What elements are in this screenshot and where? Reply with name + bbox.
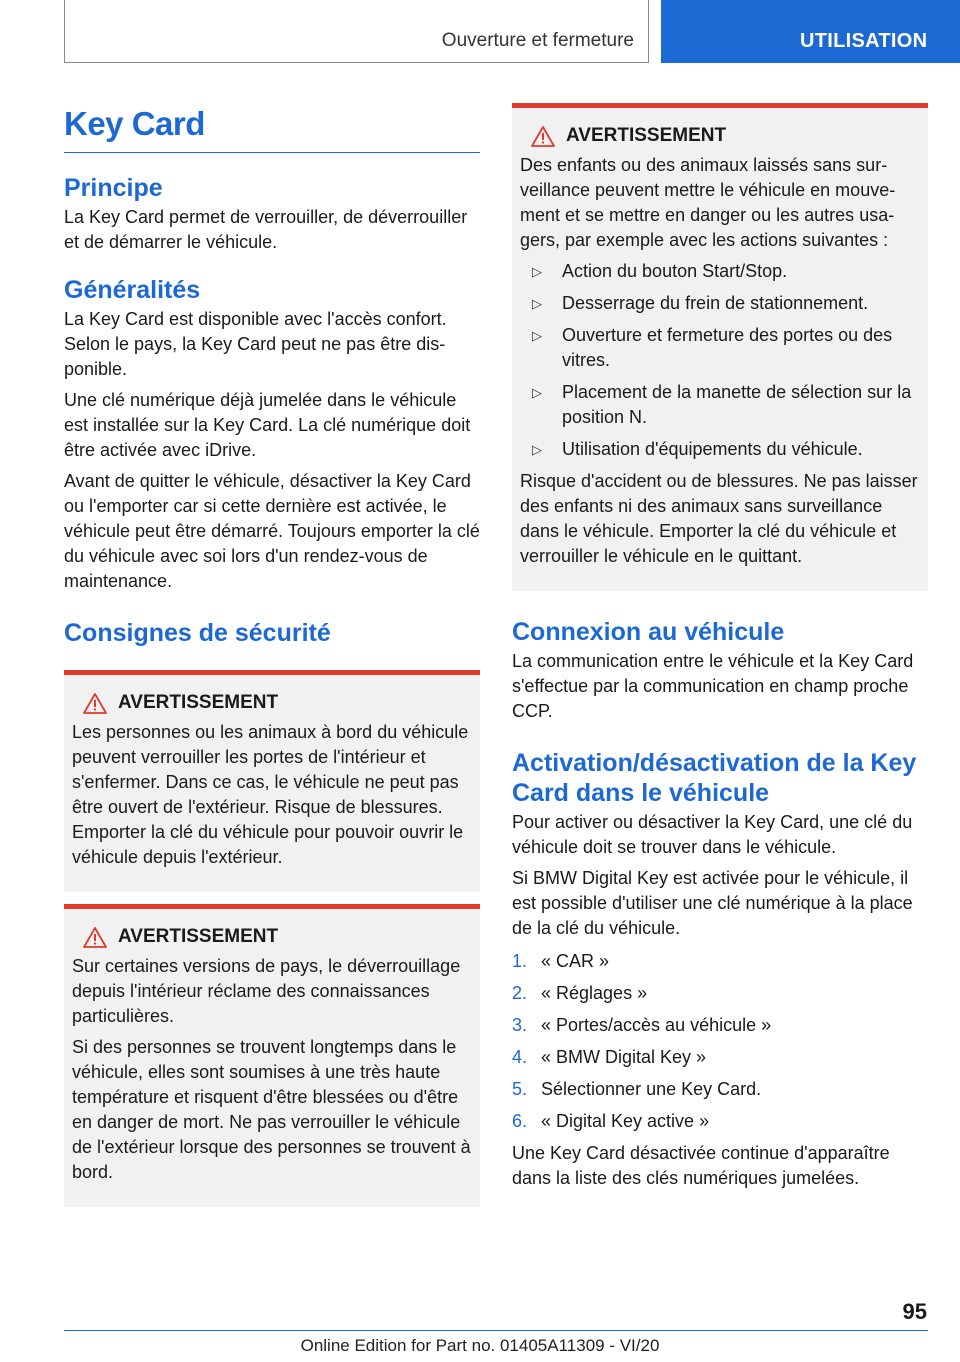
step-number: 1. <box>512 951 528 971</box>
step-text: « Digital Key active » <box>541 1111 710 1131</box>
step-text: « BMW Digital Key » <box>541 1047 707 1067</box>
step-item <box>512 1013 928 1038</box>
right-column <box>512 103 928 1191</box>
activation-closing: Une Key Card désactivée continue d'apparaître dans la liste des clés numériques jumelées. <box>512 1143 890 1188</box>
header-section-box <box>64 0 649 63</box>
warning-text: Les personnes ou les animaux à bord du véhicule peuvent verrouiller les portes de l'intérieur et s'enfermer. Dans ce cas, le véhicule ne peut pas être ouvert de l'extérieur. Risque de blessures. Emporter la clé du véhicule pour pouvoir ouvrir le véhicule depuis l'extérieur. <box>72 722 469 867</box>
footer-edition: Online Edition for Part no. 01405A11309 - VI/20 <box>300 1336 660 1355</box>
list-item <box>520 291 920 316</box>
section-title: Ouverture et fermeture <box>441 30 634 51</box>
warning-header <box>72 923 472 951</box>
warning-intro: Des enfants ou des animaux laissés sans surveillance peuvent mettre le véhicule en mouvement et se mettre en danger ou les autres usagers, par exemple avec les actions suivantes : <box>520 155 896 250</box>
activation-paragraph-2: Si BMW Digital Key est activée pour le véhicule, il est possible d'utiliser une clé numérique à la place de la clé du véhicule. <box>512 868 913 938</box>
warning-header <box>520 122 920 150</box>
step-number: 6. <box>512 1111 528 1131</box>
warning-header <box>72 689 472 717</box>
step-number: 2. <box>512 983 528 1003</box>
list-item-text: Ouverture et fermeture des portes ou des vitres. <box>562 325 893 370</box>
list-item <box>520 380 920 430</box>
heading-principe: Principe <box>64 174 163 202</box>
warning-title: AVERTISSEMENT <box>118 926 279 947</box>
page-title: Key Card <box>64 100 480 153</box>
warning-box-3 <box>512 103 928 591</box>
footer-divider <box>64 1330 928 1331</box>
heading-connexion: Connexion au véhicule <box>512 618 785 646</box>
chapter-title: UTILISATION <box>800 30 928 52</box>
step-number: 3. <box>512 1015 528 1035</box>
warning-box-1 <box>64 670 480 892</box>
warning-triangle-icon <box>520 126 566 147</box>
step-item <box>512 1077 928 1102</box>
step-text: Sélectionner une Key Card. <box>541 1079 762 1099</box>
warning-bullet-list <box>520 259 920 462</box>
step-number: 4. <box>512 1047 528 1067</box>
step-number: 5. <box>512 1079 528 1099</box>
page-number: 95 <box>902 1299 927 1324</box>
step-text: « CAR » <box>541 951 610 971</box>
generalites-paragraph-3: Avant de quitter le véhicule, désactiver la Key Card ou l'emporter car si cette dernière est activée, le véhicule peut être démarré. Toujours emporter la clé du véhicule avec soi lors d'un rendez-vous de maintenance. <box>64 471 480 591</box>
heading-consignes: Consignes de sécurité <box>64 619 331 647</box>
list-item-text: Action du bouton Start/Stop. <box>562 261 788 281</box>
step-item <box>512 1045 928 1070</box>
heading-generalites: Généralités <box>64 276 201 304</box>
step-item <box>512 949 928 974</box>
warning-title: AVERTISSEMENT <box>566 125 727 146</box>
warning-triangle-icon <box>72 927 118 948</box>
step-text: « Portes/accès au véhicule » <box>541 1015 772 1035</box>
list-item-text: Utilisation d'équipements du véhicule. <box>562 439 863 459</box>
step-item <box>512 1109 928 1134</box>
list-item-text: Desserrage du frein de stationnement. <box>562 293 869 313</box>
warning-box-2 <box>64 904 480 1207</box>
step-text: « Réglages » <box>541 983 648 1003</box>
step-item <box>512 981 928 1006</box>
warning-paragraph-1: Sur certaines versions de pays, le déverrouillage depuis l'intérieur réclame des connaissances particulières. <box>72 956 461 1026</box>
generalites-paragraph-1: La Key Card est disponible avec l'accès confort. Selon le pays, la Key Card peut ne pas être disponible. <box>64 309 447 379</box>
triangle-bullet-icon: ▷ <box>532 264 542 279</box>
triangle-bullet-icon: ▷ <box>532 442 542 457</box>
generalites-paragraph-2: Une clé numérique déjà jumelée dans le véhicule est installée sur la Key Card. La clé numérique doit être activée avec iDrive. <box>64 390 471 460</box>
triangle-bullet-icon: ▷ <box>532 296 542 311</box>
triangle-bullet-icon: ▷ <box>532 385 542 400</box>
triangle-bullet-icon: ▷ <box>532 328 542 343</box>
warning-triangle-icon <box>72 693 118 714</box>
list-item-text: Placement de la manette de sélection sur la position N. <box>562 382 912 427</box>
warning-title: AVERTISSEMENT <box>118 692 279 713</box>
header-chapter-tab <box>661 0 960 63</box>
steps-list <box>512 949 928 1134</box>
warning-paragraph-2: Si des personnes se trouvent longtemps dans le véhicule, elles sont soumises à une très haute température et risquent d'être blessées ou d'être en danger de mort. Ne pas verrouiller le véhicule de l'extérieur lorsque des personnes se trouvent à bord. <box>72 1037 471 1182</box>
list-item <box>520 259 920 284</box>
warning-outro: Risque d'accident ou de blessures. Ne pas laisser des enfants ni des animaux sans surveillance dans le véhicule. Emporter la clé du véhicule et verrouiller le véhicule en le quittant. <box>520 471 918 566</box>
list-item <box>520 437 920 462</box>
heading-activation: Activation/désactivation de la Key Card dans le véhicule <box>512 749 917 807</box>
activation-paragraph-1: Pour activer ou désactiver la Key Card, une clé du véhicule doit se trouver dans le véhicule. <box>512 812 913 857</box>
list-item <box>520 323 920 373</box>
connexion-text: La communication entre le véhicule et la Key Card s'effectue par la communication en champ proche CCP. <box>512 651 914 721</box>
left-column <box>64 100 480 1207</box>
principe-text: La Key Card permet de verrouiller, de déverrouiller et de démarrer le véhicule. <box>64 207 468 252</box>
